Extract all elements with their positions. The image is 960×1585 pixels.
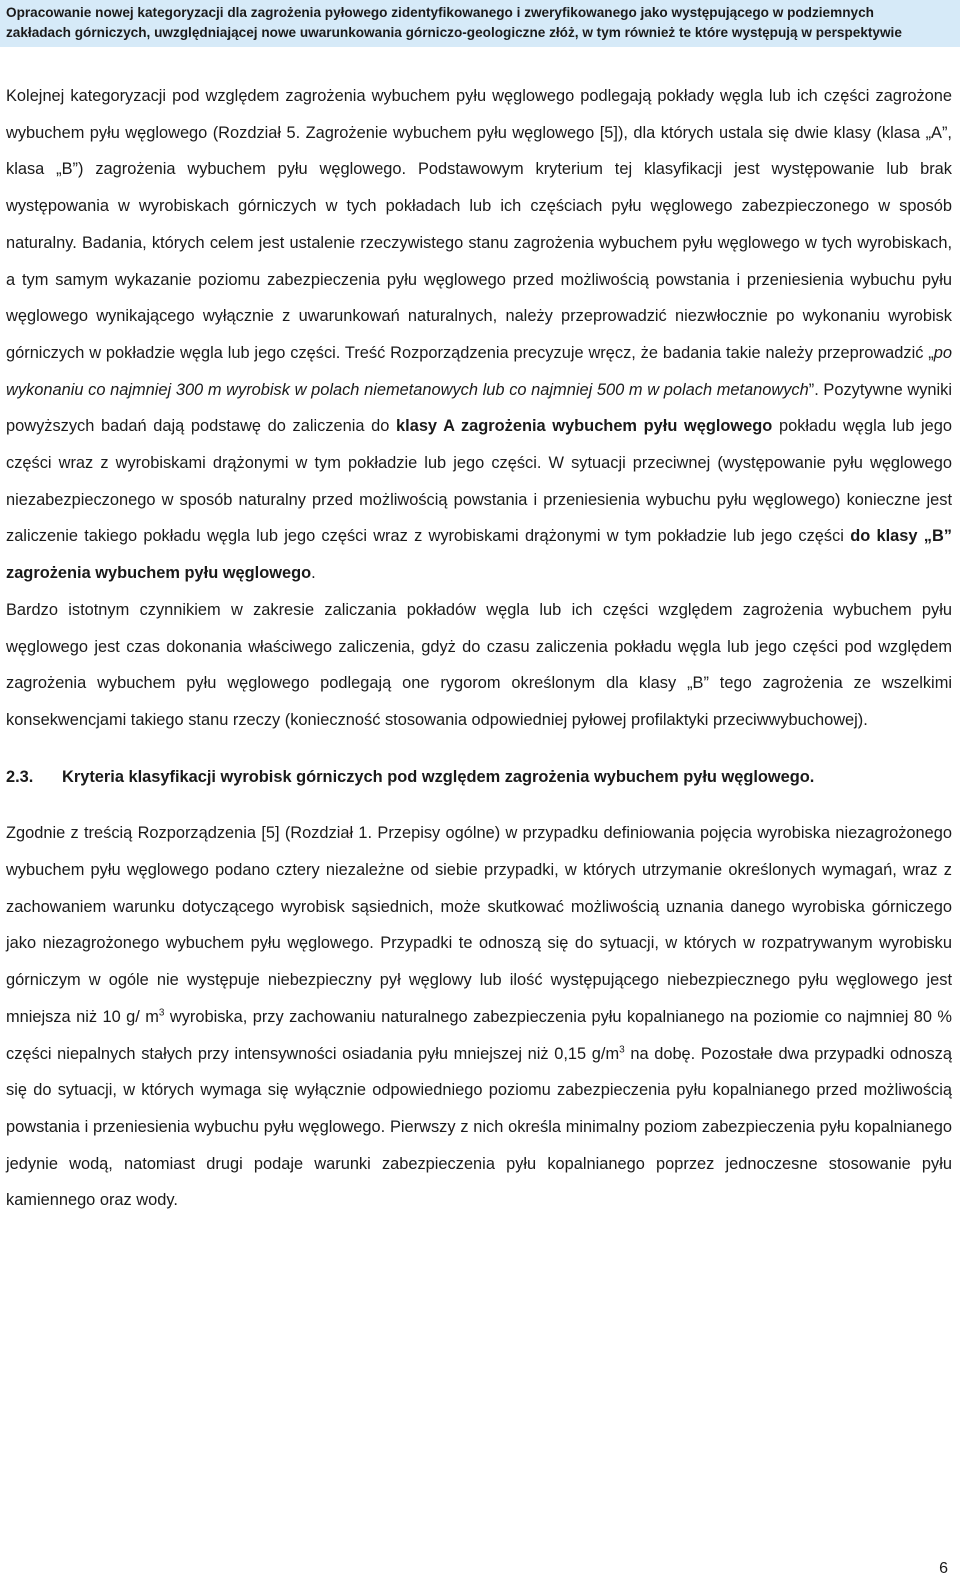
page-number: 6	[939, 1560, 948, 1577]
italic-quote: po wykonaniu co najmniej 300 m wyrobisk w polach niemetanowych lub co najmniej 500 m w polach metanowych	[6, 343, 952, 399]
paragraph-text: Kolejnej kategoryzacji pod względem zagrożenia wybuchem pyłu węglowego podlegają pokłady węgla lub ich części zagrożone wybuchem pyłu węglowego (Rozdział 5. Zagrożenie wybuchem pyłu węglowego [5]), dla których ustala się dwie klasy (klasa „A”, klasa „B”) zagrożenia wybuchem pyłu węglowego. Podstawowym kryterium tej klasyfikacji jest występowanie lub brak występowania w wyrobiskach górniczych w tych pokładach lub ich częściach pyłu węglowego zabezpieczonego w sposób naturalny. Badania, których celem jest ustalenie rzeczywistego stanu zagrożenia wybuchem pyłu węglowego w tych wyrobiskach, a tym samym wykazanie poziomu zabezpieczenia pyłu węglowego przed możliwością powstania i przeniesienia wybuchu pyłu węglowego wynikającego wyłącznie z uwarunkowań naturalnych, należy przeprowadzić niezwłocznie po wykonaniu wyrobisk górniczych w pokładzie węgla lub jego części. Treść Rozporządzenia precyzuje wręcz, że badania takie należy przeprowadzić „	[6, 87, 952, 362]
paragraph-text: .	[311, 564, 316, 583]
bold-class-a: klasy A zagrożenia wybuchem pyłu węglowego	[396, 417, 773, 436]
header-line-2: zakładach górniczych, uwzględniającej nowe uwarunkowania górniczo-geologiczne złóż, w tym również te które występują w perspektywie	[6, 25, 902, 40]
section-number: 2.3.	[6, 767, 34, 786]
paragraph-classification	[6, 78, 952, 592]
spacer	[6, 795, 952, 815]
paragraph-criteria	[6, 815, 952, 1219]
document-body	[6, 78, 952, 1219]
spacer	[6, 739, 952, 759]
superscript: 3	[158, 1007, 165, 1019]
running-header	[0, 0, 960, 47]
paragraph-text: Zgodnie z treścią Rozporządzenia [5] (Rozdział 1. Przepisy ogólne) w przypadku definiowania pojęcia wyrobiska niezagrożonego wybuchem pyłu węglowego podano cztery niezależne od siebie przypadki, w których utrzymanie określonych wymagań, wraz z zachowaniem warunku dotyczącego wyrobisk sąsiednich, może skutkować możliwością uznania danego wyrobiska górniczego jako niezagrożonego wybuchem pyłu węglowego. Przypadki te odnoszą się do sytuacji, w których w rozpatrywanym wyrobisku górniczym w ogóle nie występuje niebezpieczny pył węglowy lub ilość występującego niebezpiecznego pyłu węglowego jest mniejsza niż 10 g/ m	[6, 824, 952, 1026]
paragraph-text: na dobę. Pozostałe dwa przypadki odnoszą się do sytuacji, w których wymaga się wyłącznie odpowiedniego poziomu zabezpieczenia pyłu kopalnianego przed możliwością powstania i przeniesienia wybuchu pyłu węglowego. Pierwszy z nich określa minimalny poziom zabezpieczenia pyłu kopalnianego jedynie wodą, natomiast drugi podaje warunki zabezpieczenia pyłu kopalnianego poprzez jednoczesne stosowanie pyłu kamiennego oraz wody.	[6, 1044, 952, 1210]
paragraph-text: ”. Pozytywne wyniki powyższych badań dają podstawę do zaliczenia do	[6, 380, 952, 436]
superscript: 3	[619, 1044, 625, 1056]
paragraph-text: wyrobiska, przy zachowaniu naturalnego zabezpieczenia pyłu kopalnianego na poziomie co najmniej 80 % części niepalnych stałych przy intensywności osiadania pyłu mniejszej niż 0,15 g/m	[6, 1007, 952, 1063]
bold-class-b: do klasy „B” zagrożenia wybuchem pyłu węglowego	[6, 527, 952, 583]
paragraph-timing: Bardzo istotnym czynnikiem w zakresie zaliczania pokładów węgla lub ich części względem zagrożenia wybuchem pyłu węglowego jest czas dokonania właściwego zaliczenia, gdyż do czasu zaliczenia pokładu węgla lub jego części pod względem zagrożenia wybuchem pyłu węglowego podlegają one rygorom określonym dla klasy „B” tego zagrożenia ze wszelkimi konsekwencjami takiego stanu rzeczy (konieczność stosowania odpowiedniej pyłowej profilaktyki przeciwwybuchowej).	[6, 600, 952, 729]
section-title: Kryteria klasyfikacji wyrobisk górniczych pod względem zagrożenia wybuchem pyłu węglowego.	[62, 767, 815, 786]
paragraph-text: pokładu węgla lub jego części wraz z wyrobiskami drążonymi w tym pokładzie lub jego części. W sytuacji przeciwnej (występowanie pyłu węglowego niezabezpieczonego w sposób naturalny przed możliwością powstania i przeniesienia wybuchu pyłu węglowego) konieczne jest zaliczenie takiego pokładu węgla lub jego części wraz z wyrobiskami drążonymi w tym pokładzie lub jego części	[6, 417, 953, 546]
section-heading	[6, 759, 952, 796]
header-line-1: Opracowanie nowej kategoryzacji dla zagrożenia pyłowego zidentyfikowanego i zweryfikowanego jako występującego w podziemnych	[6, 5, 874, 20]
